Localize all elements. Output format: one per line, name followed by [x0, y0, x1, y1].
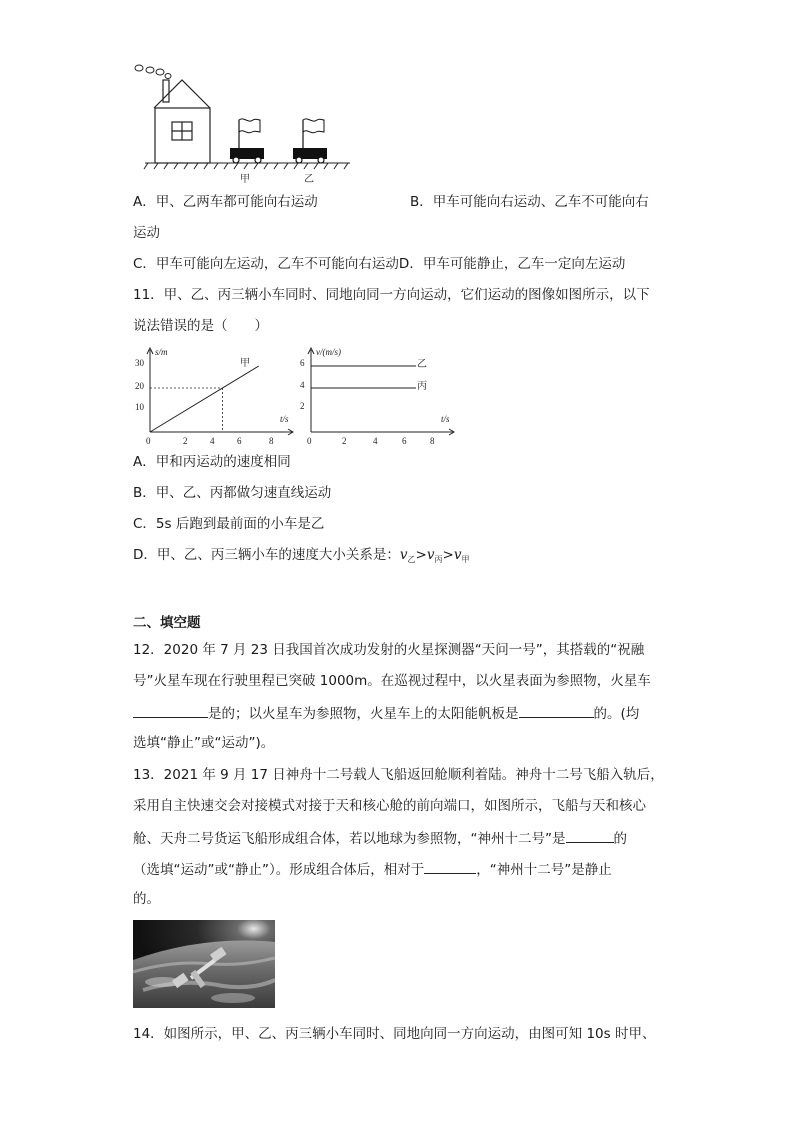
q12-line1: 12．2020 年 7 月 23 日我国首次成功发射的火星探测器“天问一号”，其搭载的“祝融 [133, 642, 645, 658]
q13-line3 [133, 828, 627, 848]
q12-line3-text-a: 是的；以火星车为参照物，火星车上的太阳能帆板是 [208, 706, 519, 722]
q13-blank-1[interactable] [566, 828, 614, 843]
vt-chart-axes [308, 348, 454, 435]
q10-option-b-continued: 运动 [133, 225, 160, 241]
q13-line3-text-a: 舱、天舟二号货运飞船形成组合体，若以地球为参照物，“神州十二号”是 [133, 831, 566, 847]
q10-option-a: A．甲、乙两车都可能向右运动 [133, 194, 318, 210]
q11-v-yi: v [399, 547, 408, 563]
q11-option-b: B．甲、乙、丙都做匀速直线运动 [133, 485, 332, 501]
q11-option-c: C．5s 后跑到最前面的小车是乙 [133, 516, 325, 532]
vt-chart [295, 342, 465, 447]
st-chart-xtick-4: 4 [210, 436, 215, 446]
q11-gt-1: > [415, 547, 427, 563]
spacecraft-photo [133, 920, 275, 1008]
vt-chart-xtick-4: 4 [373, 436, 378, 446]
ground [144, 163, 350, 169]
q11-sub-yi: 乙 [407, 555, 416, 564]
cart-yi [293, 119, 327, 163]
st-series-line-0 [150, 366, 259, 432]
house-carts-figure [130, 60, 360, 190]
label-jia: 甲 [240, 174, 250, 185]
q13-blank-2[interactable] [424, 859, 476, 874]
q13-line4-text-b: ，“神州十二号”是静止 [476, 862, 612, 878]
q11-option-d-prefix: D．甲、乙、丙三辆小车的速度大小关系是： [133, 547, 400, 563]
vt-chart-xtick-8: 8 [430, 436, 435, 446]
vt-chart-xtick-6: 6 [402, 436, 407, 446]
section-title: 二、填空题 [133, 615, 201, 631]
q13-line4 [133, 859, 612, 879]
vt-series-label-bing: 丙 [417, 381, 427, 392]
vt-chart-xlabel: t/s [441, 414, 450, 424]
vt-chart-xtick-0: 0 [307, 436, 312, 446]
q10-option-b: B．甲车可能向右运动、乙车不可能向右 [410, 194, 649, 210]
vt-chart-ylabel: v/(m/s) [316, 347, 341, 357]
st-chart-axes [147, 348, 293, 435]
st-chart-xtick-0: 0 [146, 436, 151, 446]
q13-line2: 采用自主快速交会对接模式对接于天和核心舱的前向端口，如图所示，飞船与天和核心 [133, 798, 646, 814]
q12-line2: 号”火星车现在行驶里程已突破 1000m。在巡视过程中，以火星表面为参照物，火星车 [133, 673, 651, 689]
house [154, 80, 210, 163]
q11-option-d [133, 546, 469, 569]
q11-sub-bing: 丙 [434, 555, 443, 564]
vt-chart-ytick-4: 4 [300, 380, 305, 390]
st-series-label-jia: 甲 [240, 358, 250, 369]
vt-series-label-yi: 乙 [417, 359, 427, 370]
q11-sub-jia: 甲 [461, 555, 470, 564]
q13-line3-text-b: 的 [613, 831, 627, 847]
q12-line3 [133, 703, 639, 723]
q13-line4-text-a: （选填“运动”或“静止”）。形成组合体后，相对于 [133, 862, 425, 878]
q11-stem-line1: 11．甲、乙、丙三辆小车同时、同地向同一方向运动，它们运动的图像如图所示，以下 [133, 287, 650, 303]
st-chart-ytick-30: 30 [135, 358, 144, 368]
vt-chart-ytick-6: 6 [300, 358, 305, 368]
q12-line4: 选填“静止”或“运动”)。 [133, 735, 275, 751]
q13-line5: 的。 [133, 891, 160, 907]
st-chart-xtick-2: 2 [183, 436, 188, 446]
q11-v-bing: v [426, 547, 435, 563]
q14-line1: 14．如图所示，甲、乙、丙三辆小车同时、同地向同一方向运动，由图可知 10s 时甲、 [133, 1026, 656, 1042]
st-chart-xtick-8: 8 [269, 436, 274, 446]
st-chart-xlabel: t/s [280, 414, 289, 424]
q10-option-cd: C．甲车可能向左运动，乙车不可能向右运动D．甲车可能静止，乙车一定向左运动 [133, 256, 626, 272]
smoke-puffs [135, 65, 171, 79]
st-chart-ytick-10: 10 [135, 402, 144, 412]
q12-blank-1[interactable] [133, 703, 208, 718]
st-chart [130, 342, 300, 447]
q11-stem-line2: 说法错误的是（ ） [133, 318, 268, 334]
label-yi: 乙 [304, 174, 314, 185]
q11-gt-2: > [442, 547, 454, 563]
st-chart-xtick-6: 6 [237, 436, 242, 446]
q12-blank-2[interactable] [519, 703, 594, 718]
q12-line3-text-b: 的。(均 [593, 706, 640, 722]
vt-chart-ytick-2: 2 [300, 401, 305, 411]
vt-chart-xtick-2: 2 [342, 436, 347, 446]
cart-jia [230, 119, 264, 163]
q13-line1: 13．2021 年 9 月 17 日神舟十二号载人飞船返回舱顺利着陆。神舟十二号飞船入轨后， [133, 767, 664, 783]
st-chart-ylabel: s/m [155, 347, 168, 357]
q11-v-jia: v [453, 547, 462, 563]
q11-option-a: A．甲和丙运动的速度相同 [133, 454, 291, 470]
st-chart-ytick-20: 20 [135, 381, 144, 391]
